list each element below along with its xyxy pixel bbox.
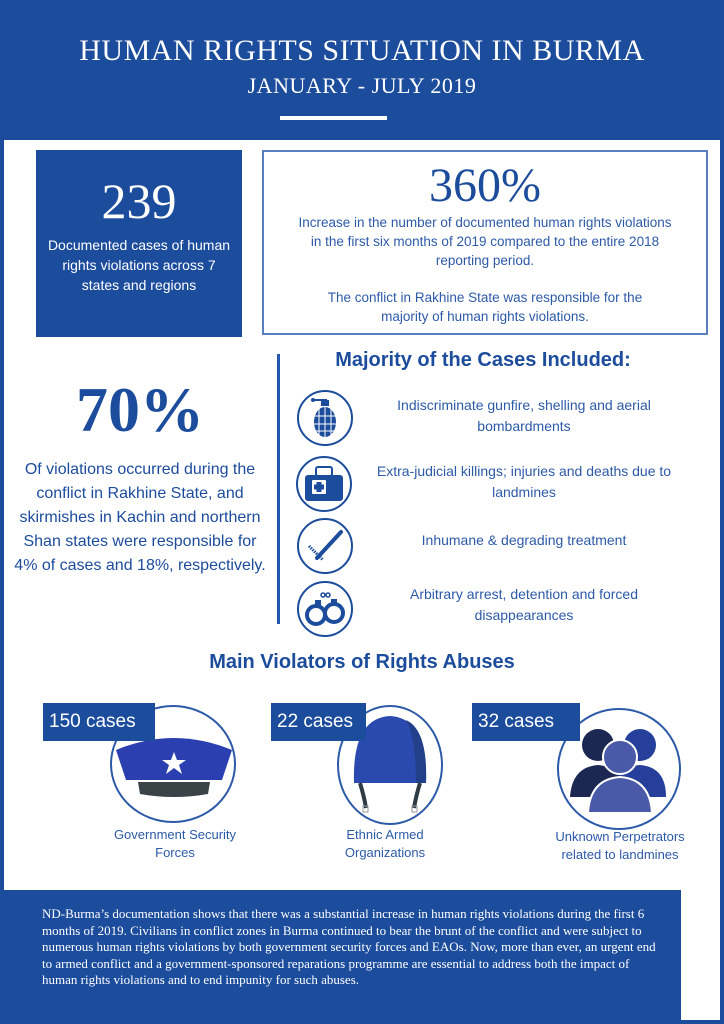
rakhine-percentage: 70%	[76, 374, 204, 445]
cases-badge-ethnic: 22 cases	[271, 703, 366, 741]
case-item-arrest: Arbitrary arrest, detention and forced disappearances	[409, 586, 638, 623]
page-subtitle: JANUARY - JULY 2019	[247, 73, 477, 98]
footer-summary-text: ND-Burma’s documentation shows that there was a substantial increase in human rights violations during the first 6 months of 2019. Civilians in conflict zones in Burma continued to bear the brunt of the conflict and were subject to numerous human rights violations by both government security forces and EAOs. Now, more than ever, an urgent end to armed conflict and a government-sponsored reparations programme are essential to address both the impact of human rights violations and to end impunity for such abuses.	[42, 906, 656, 987]
increase-text: Increase in the number of documented human rights violations in the first six months of 2019 compared to the entire 2018 reporting period.	[298, 214, 672, 268]
case-item-degrading: Inhumane & degrading treatment	[421, 532, 627, 548]
violator-label-unknown: Unknown Perpetrators related to landmines	[555, 829, 685, 862]
documented-cases-value: 239	[101, 173, 177, 229]
police-cap-icon	[114, 730, 234, 805]
grenade-icon	[297, 390, 353, 446]
case-item-gunfire: Indiscriminate gunfire, shelling and aerial bombardments	[397, 397, 651, 434]
rakhine-text: Of violations occurred during the conflict in Rakhine State, and skirmishes in Kachin and northern Shan states were responsible for 4% of cases and 18%, respectively.	[14, 461, 266, 574]
increase-value: 360%	[429, 159, 541, 212]
case-item-killings: Extra-judicial killings; injuries and deaths due to landmines	[376, 463, 672, 500]
violators-title: Main Violators of Rights Abuses	[209, 651, 515, 673]
cases-badge-unknown: 32 cases	[472, 703, 580, 741]
group-silhouette-icon	[568, 727, 668, 822]
baton-icon	[297, 518, 353, 574]
handcuffs-icon	[297, 581, 353, 637]
increase-card	[262, 150, 708, 335]
violator-label-government: Government Security Forces	[113, 827, 237, 860]
violator-label-ethnic: Ethnic Armed Organizations	[344, 827, 426, 860]
documented-cases-card	[36, 150, 242, 337]
panel-right-strip	[681, 890, 720, 1020]
cases-included-title: Majority of the Cases Included:	[335, 349, 631, 371]
increase-note: The conflict in Rakhine State was responsible for the majority of human rights violations.	[327, 289, 643, 324]
cases-badge-government: 150 cases	[43, 703, 155, 741]
vertical-divider	[277, 354, 280, 624]
documented-cases-text: Documented cases of human rights violations across 7 states and regions	[47, 237, 231, 293]
first-aid-kit-icon	[296, 456, 352, 512]
header-divider	[280, 116, 387, 120]
page-title: HUMAN RIGHTS SITUATION IN BURMA	[79, 34, 645, 67]
